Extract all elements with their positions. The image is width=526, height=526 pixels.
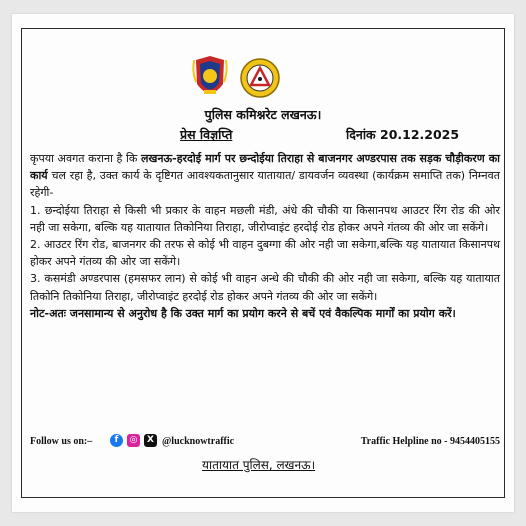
traffic-police-emblem-icon [238, 54, 282, 104]
diversion-point-3: 3. कसमंडी अण्डरपास (हमसफर लान) से कोई भी वाहन अन्धे की चौकी की ओर नही जा सकेगा, बल्कि यह यातायात तिकोनि तिकोनिया तिराहा, जीरोप्वाइंट हरदोई रोड होकर अपने गंतव्य की ओर जा सकेंगे। [30, 272, 500, 303]
x-icon[interactable]: X [144, 434, 157, 447]
footer [30, 434, 500, 450]
public-note: नोट-अतः जनसामान्य से अनुरोध है कि उक्त मार्ग का प्रयोग करने से बचें एवं वैकल्पिक मार्गों का प्रयोग करें। [30, 306, 456, 320]
logo-row [12, 54, 514, 106]
diversion-point-1: 1. छन्दोईया तिराहा से किसी भी प्रकार के वाहन मछली मंडी, अंधे की चौकी या किसानपथ आउटर रिंग रोड की ओर नही जा सकेगा, बल्कि यह यातायात तिकोनिया तिराहा, जीरोप्वाइंट हरदोई रोड होकर अपने गंतव्य की ओर जा सकेंगे। [30, 203, 500, 234]
intro-highlight: लखनऊ-हरदोई मार्ग पर छन्दोईया तिराहा से बाजनगर अण्डरपास तक सड़क चौड़ीकरण का कार्य [30, 152, 501, 183]
intro-text: कृपया अवगत कराना है कि [30, 152, 141, 165]
issuing-office: पुलिस कमिश्नरेट लखनऊ। [204, 107, 322, 122]
follow-label: Follow us on:– [30, 436, 93, 447]
intro-text-end: चल रहा है, उक्त कार्य के दृष्टिगत आवश्यकतानुसार यातायात/ डायवर्जन व्यवस्था (कार्यक्रम समाप्ति तक) निम्नवत रहेगी- [30, 169, 500, 200]
intro-paragraph [30, 150, 500, 202]
traffic-helpline: Traffic Helpline no - 9454405155 [360, 436, 500, 447]
press-note-title: प्रेस विज्ञप्ति [180, 127, 233, 142]
release-date: दिनांक 20.12.2025 [346, 127, 460, 142]
diversion-point-2: 2. आउटर रिंग रोड, बाजनगर की तरफ से कोई भी वाहन दुबग्गा की ओर नही जा सकेगा,बल्कि यह यातायात किसानपथ होकर अपने गंतव्य की ओर जा सकेंगे। [30, 238, 500, 269]
facebook-icon[interactable]: f [110, 434, 123, 447]
release-body [30, 150, 500, 322]
up-police-emblem-icon [188, 54, 232, 104]
instagram-icon[interactable]: ◎ [127, 434, 140, 447]
social-handle[interactable]: @lucknowtraffic [162, 436, 235, 447]
signoff: यातायात पुलिस, लखनऊ। [202, 458, 316, 472]
press-release-sheet [12, 14, 514, 512]
